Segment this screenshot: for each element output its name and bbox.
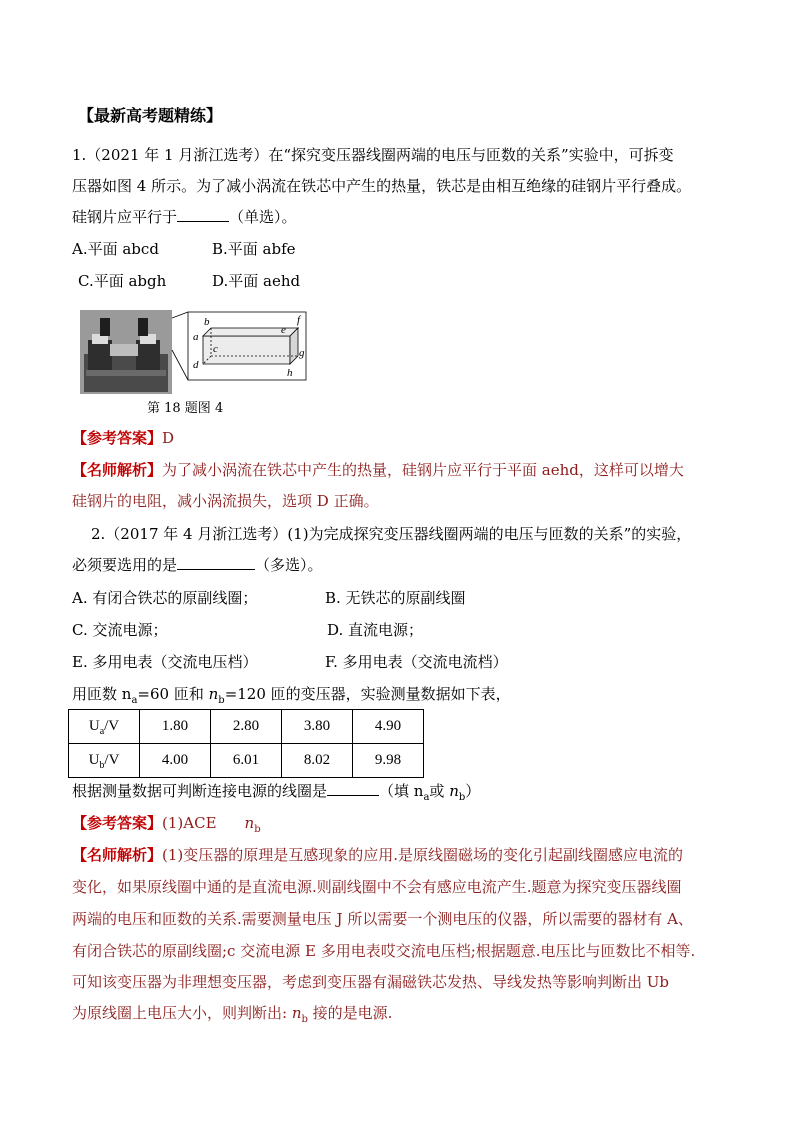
label-d: d bbox=[193, 359, 199, 371]
q2-analysis-line2: 变化，如果原线圈中通的是直流电源.则副线圈中不会有感应电流产生.题意为探究变压器线圈 bbox=[72, 878, 682, 896]
label-h: h bbox=[287, 367, 293, 379]
q1-analysis-tag: 【名师解析】 bbox=[72, 461, 163, 479]
q2-answer-value-1: (1)ACE bbox=[162, 814, 217, 832]
q1-option-b: B.平面 abfe bbox=[212, 240, 296, 258]
q2-analysis-line1: 【名师解析】(1)变压器的原理是互感现象的应用.是原线圈磁场的变化引起副线圈感应电流的 bbox=[72, 846, 684, 864]
table-cell: 8.02 bbox=[282, 744, 353, 778]
q2-setup: 用匝数 $n_a=60$ 匝和 $n_b=120$ 匝的变压器，实验测量数据如下表， bbox=[72, 685, 511, 706]
figure-caption: 第 18 题图 4 bbox=[147, 401, 224, 416]
table-row-label: $U_b/V$ bbox=[69, 744, 140, 778]
transformer-diagram bbox=[80, 310, 308, 395]
table-cell: 4.00 bbox=[140, 744, 211, 778]
table-row bbox=[69, 744, 424, 778]
table-cell: 9.98 bbox=[353, 744, 424, 778]
q1-option-a: A.平面 abcd bbox=[72, 240, 159, 258]
q1-option-c: C.平面 abgh bbox=[78, 272, 167, 290]
q2-option-e: E. 多用电表（交流电压档） bbox=[72, 653, 258, 671]
label-f: f bbox=[297, 314, 301, 326]
q1-stem-line3-pre: 硅钢片应平行于 bbox=[72, 208, 178, 226]
q1-stem-line3 bbox=[72, 207, 297, 227]
q1-answer-tag: 【参考答案】 bbox=[72, 429, 163, 447]
label-b: b bbox=[204, 316, 210, 328]
label-g: g bbox=[299, 347, 305, 359]
q2-analysis-line3: 两端的电压和匝数的关系.需要测量电压 J 所以需要一个测电压的仪器，所以需要的器材有 A、 bbox=[72, 910, 693, 928]
q1-stem-line2: 压器如图 4 所示。为了减小涡流在铁芯中产生的热量，铁芯是由相互绝缘的硅钢片平行叠成。 bbox=[72, 177, 692, 195]
q2-analysis-line5: 可知该变压器为非理想变压器，考虑到变压器有漏磁铁芯发热、导线发热等影响判断出 Ub bbox=[72, 973, 670, 991]
q2-answer-tag: 【参考答案】 bbox=[72, 814, 163, 832]
q1-answer-blank bbox=[177, 207, 229, 222]
q2-option-b: B. 无铁芯的原副线圈 bbox=[325, 589, 466, 607]
q1-answer bbox=[72, 428, 174, 448]
q2-answer: 【参考答案】(1)ACE $n_b$ bbox=[72, 814, 261, 835]
voltage-data-table bbox=[68, 709, 424, 778]
q1-analysis-line1: 【名师解析】为了减小涡流在铁芯中产生的热量，硅钢片应平行于平面 aehd，这样可以增大 bbox=[72, 461, 684, 479]
q1-stem-line3-post: （单选）。 bbox=[229, 208, 297, 226]
table-cell: 2.80 bbox=[211, 710, 282, 744]
q1-option-d: D.平面 aehd bbox=[212, 272, 301, 290]
transformer-figure bbox=[80, 310, 308, 395]
q2-option-f: F. 多用电表（交流电流档） bbox=[325, 653, 508, 671]
q2-stem-line1: 2.（2017 年 4 月浙江选考）(1)为完成探究变压器线圈两端的电压与匝数的关系”的实验， bbox=[91, 525, 692, 543]
q2-option-c: C. 交流电源； bbox=[72, 621, 168, 639]
label-e: e bbox=[281, 324, 286, 336]
table-cell: 6.01 bbox=[211, 744, 282, 778]
q1-analysis-line2: 硅钢片的电阻，减小涡流损失，选项 D 正确。 bbox=[72, 492, 379, 510]
q2-analysis-tag: 【名师解析】 bbox=[72, 846, 163, 864]
label-c: c bbox=[213, 343, 218, 355]
q2-analysis-line6: 为原线圈上电压大小，则判断出: $n_b$ 接的是电源. bbox=[72, 1004, 393, 1025]
q2-option-a: A. 有闭合铁芯的原副线圈； bbox=[72, 589, 258, 607]
label-a: a bbox=[193, 331, 199, 343]
transformer-photo bbox=[80, 310, 172, 394]
q2-answer-value-2: n bbox=[244, 814, 255, 832]
q2-judge-blank bbox=[327, 781, 379, 796]
q2-option-d: D. 直流电源； bbox=[327, 621, 424, 639]
table-row-label: $U_a/V$ bbox=[69, 710, 140, 744]
q2-answer-blank bbox=[177, 555, 255, 570]
q2-stem-line2: 必须要选用的是 （多选）。 bbox=[72, 556, 323, 574]
q1-stem-line1: 1.（2021 年 1 月浙江选考）在“探究变压器线圈两端的电压与匝数的关系”实验中，可拆变 bbox=[72, 146, 674, 164]
q2-analysis-line4: 有闭合铁芯的原副线圈;c 交流电源 E 多用电表哎交流电压档;根据题意.电压比与匝数比不相等. bbox=[72, 942, 696, 960]
q1-answer-value: D bbox=[162, 429, 175, 447]
table-cell: 3.80 bbox=[282, 710, 353, 744]
section-heading: 【最新高考题精练】 bbox=[78, 106, 223, 125]
table-cell: 4.90 bbox=[353, 710, 424, 744]
q2-judge-question: 根据测量数据可判断连接电源的线圈是 （填 $n_a$或 $n_b$） bbox=[72, 782, 481, 803]
table-row bbox=[69, 710, 424, 744]
table-cell: 1.80 bbox=[140, 710, 211, 744]
